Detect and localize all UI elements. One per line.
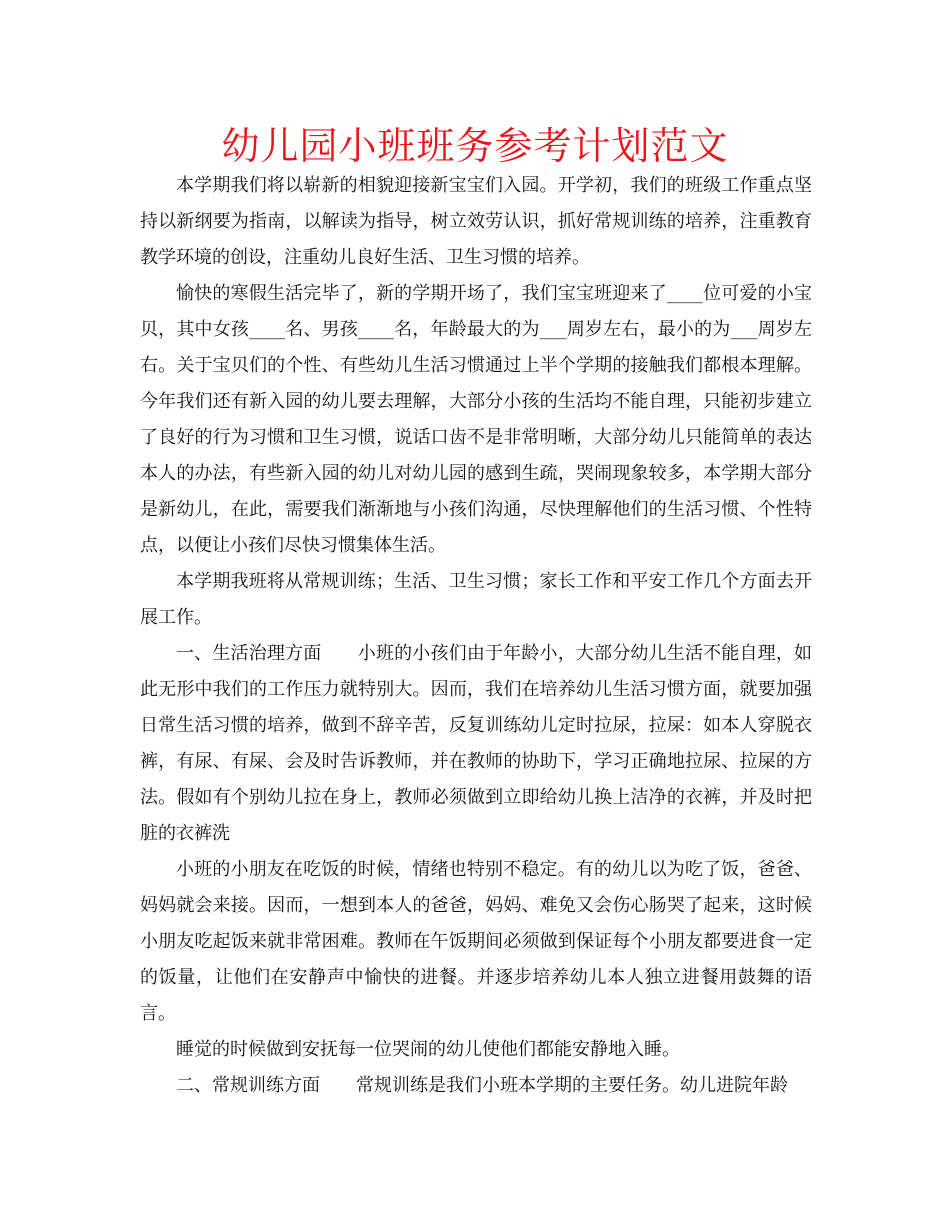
paragraph-life-management: 一、生活治理方面 小班的小孩们由于年龄小，大部分幼儿生活不能自理，如此无形中我们的工作压力就特别大。因而，我们在培养幼儿生活习惯方面，就要加强日常生活习惯的培养，做到不辞辛苦，反复训练幼儿定时拉尿，拉屎：如本人穿脱衣裤，有尿、有屎、会及时告诉教师，并在教师的协助下，学习正确地拉尿、拉屎的方法。假如有个别幼儿拉在身上，教师必须做到立即给幼儿换上洁净的衣裤，并及时把脏的衣裤洗 xyxy=(140,643,812,844)
paragraph-naptime: 睡觉的时候做到安抚每一位哭闹的幼儿使他们都能安静地入睡。 xyxy=(176,1039,680,1060)
paragraph-class-situation: 愉快的寒假生活完毕了，新的学期开场了，我们宝宝班迎来了____位可爱的小宝贝，其中女孩____名、男孩____名，年龄最大的为___周岁左右，最小的为___周岁左右。关于宝贝们的个性、有些幼儿生活习惯通过上半个学期的接触我们都根本理解。今年我们还有新入园的幼儿要去理解，大部分小孩的生活均不能自理，只能初步建立了良好的行为习惯和卫生习惯，说话口齿不是非常明晰，大部分幼儿只能简单的表达本人的办法，有些新入园的幼儿对幼儿园的感到生疏，哭闹现象较多，本学期大部分是新幼儿，在此，需要我们渐渐地与小孩们沟通，尽快理解他们的生活习惯、个性特点，以便让小孩们尽快习惯集体生活。 xyxy=(140,283,812,556)
paragraph-routine-training: 二、常规训练方面 常规训练是我们小班本学期的主要任务。幼儿进院年龄 xyxy=(176,1075,788,1096)
document-body xyxy=(140,168,812,1104)
paragraph-work-areas: 本学期我班将从常规训练；生活、卫生习惯；家长工作和平安工作几个方面去开展工作。 xyxy=(140,571,812,628)
paragraph-mealtime: 小班的小朋友在吃饭的时候，情绪也特别不稳定。有的幼儿以为吃了饭，爸爸、妈妈就会来接。因而，一想到本人的爸爸，妈妈、难免又会伤心肠哭了起来，这时候小朋友吃起饭来就非常困难。教师在午饭期间必须做到保证每个小朋友都要进食一定的饭量，让他们在安静声中愉快的进餐。并逐步培养幼儿本人独立进餐用鼓舞的语言。 xyxy=(140,859,812,1024)
document-title: 幼儿园小班班务参考计划范文 xyxy=(221,124,729,168)
paragraph-intro: 本学期我们将以崭新的相貌迎接新宝宝们入园。开学初，我们的班级工作重点坚持以新纲要为指南，以解读为指导，树立效劳认识，抓好常规训练的培养，注重教育教学环境的创设，注重幼儿良好生活、卫生习惯的培养。 xyxy=(140,175,812,268)
